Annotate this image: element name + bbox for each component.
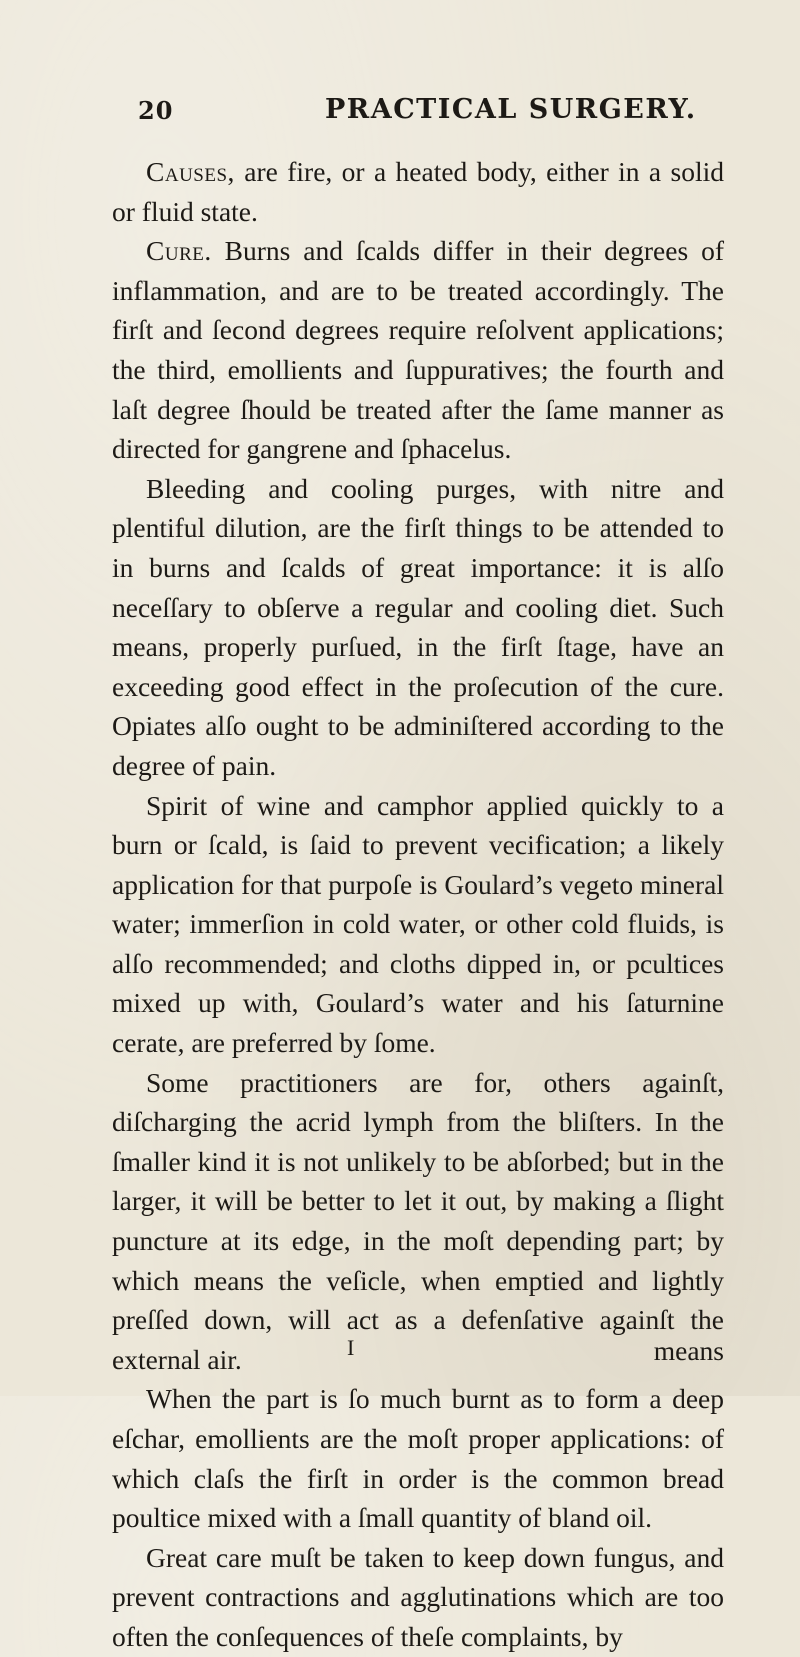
paragraph-text: Some practitioners are for, others againſt, diſcharging the acrid lymph from the bliſters. In the ſmaller kind it is not unlikely to be abſorbed; but in the larger, it will be better to let it out, by making a ſlight puncture at its edge, in the moſt depending part; by which means the veſicle, when emptied and lightly preſſed down, will act as a defenſative againſt the external air. [112,1066,724,1375]
paragraph-causes [112,152,724,231]
paragraph-fungus [112,1538,724,1657]
paragraph-text: are fire, or a heated body, either in a solid or fluid state. [112,156,724,227]
paragraph-lead: Cure. [146,235,212,267]
paragraph-text: Burns and ſcalds differ in their degrees of inflammation, and are to be treated accordingly. The firſt and ſecond degrees require reſolvent applications; the third, emollients and ſuppuratives; the fourth and laſt degree ſhould be treated after the ſame manner as directed for gangrene and ſphacelus. [112,235,724,465]
paragraph-lead: Causes, [146,156,235,187]
paragraph-spirit-of-wine [112,786,724,1063]
running-head: PRACTICAL SURGERY. [325,94,697,125]
paragraph-eschar [112,1379,724,1537]
paragraph-text: Great care muſt be taken to keep down fungus, and prevent contractions and agglutinations which are too often the conſequences of theſe complaints, by [112,1541,724,1652]
body-text [112,152,724,1657]
page-footer [112,1335,724,1375]
paragraph-blisters [112,1063,724,1380]
page-header [0,94,800,134]
signature-mark: I [347,1335,355,1360]
paragraph-text: When the part is ſo much burnt as to form a deep eſchar, emollients are the moſt proper applications: of which claſs the firſt in order is the common bread poultice mixed with a ſmall quantity of bland oil. [112,1383,724,1534]
paragraph-cure [112,231,724,469]
page-number: 20 [138,96,174,125]
paragraph-bleeding [112,469,724,786]
paragraph-text: Spirit of wine and camphor applied quickly to a burn or ſcald, is ſaid to prevent vecification; a likely application for that purpoſe is Goulard’s vegeto mineral water; immerſion in cold water, or other cold fluids, is alſo recommended; and cloths dipped in, or pcultices mixed up with, Goulard’s water and his ſaturnine cerate, are preferred by ſome. [112,789,724,1059]
paragraph-text: Bleeding and cooling purges, with nitre and plentiful dilution, are the firſt things to be attended to in burns and ſcalds of great importance: it is alſo neceſſary to obſerve a regular and cooling diet. Such means, properly purſued, in the firſt ſtage, have an exceeding good effect in the proſecution of the cure. Opiates alſo ought to be adminiſtered according to the degree of pain. [112,472,724,781]
catchword: means [653,1335,724,1366]
